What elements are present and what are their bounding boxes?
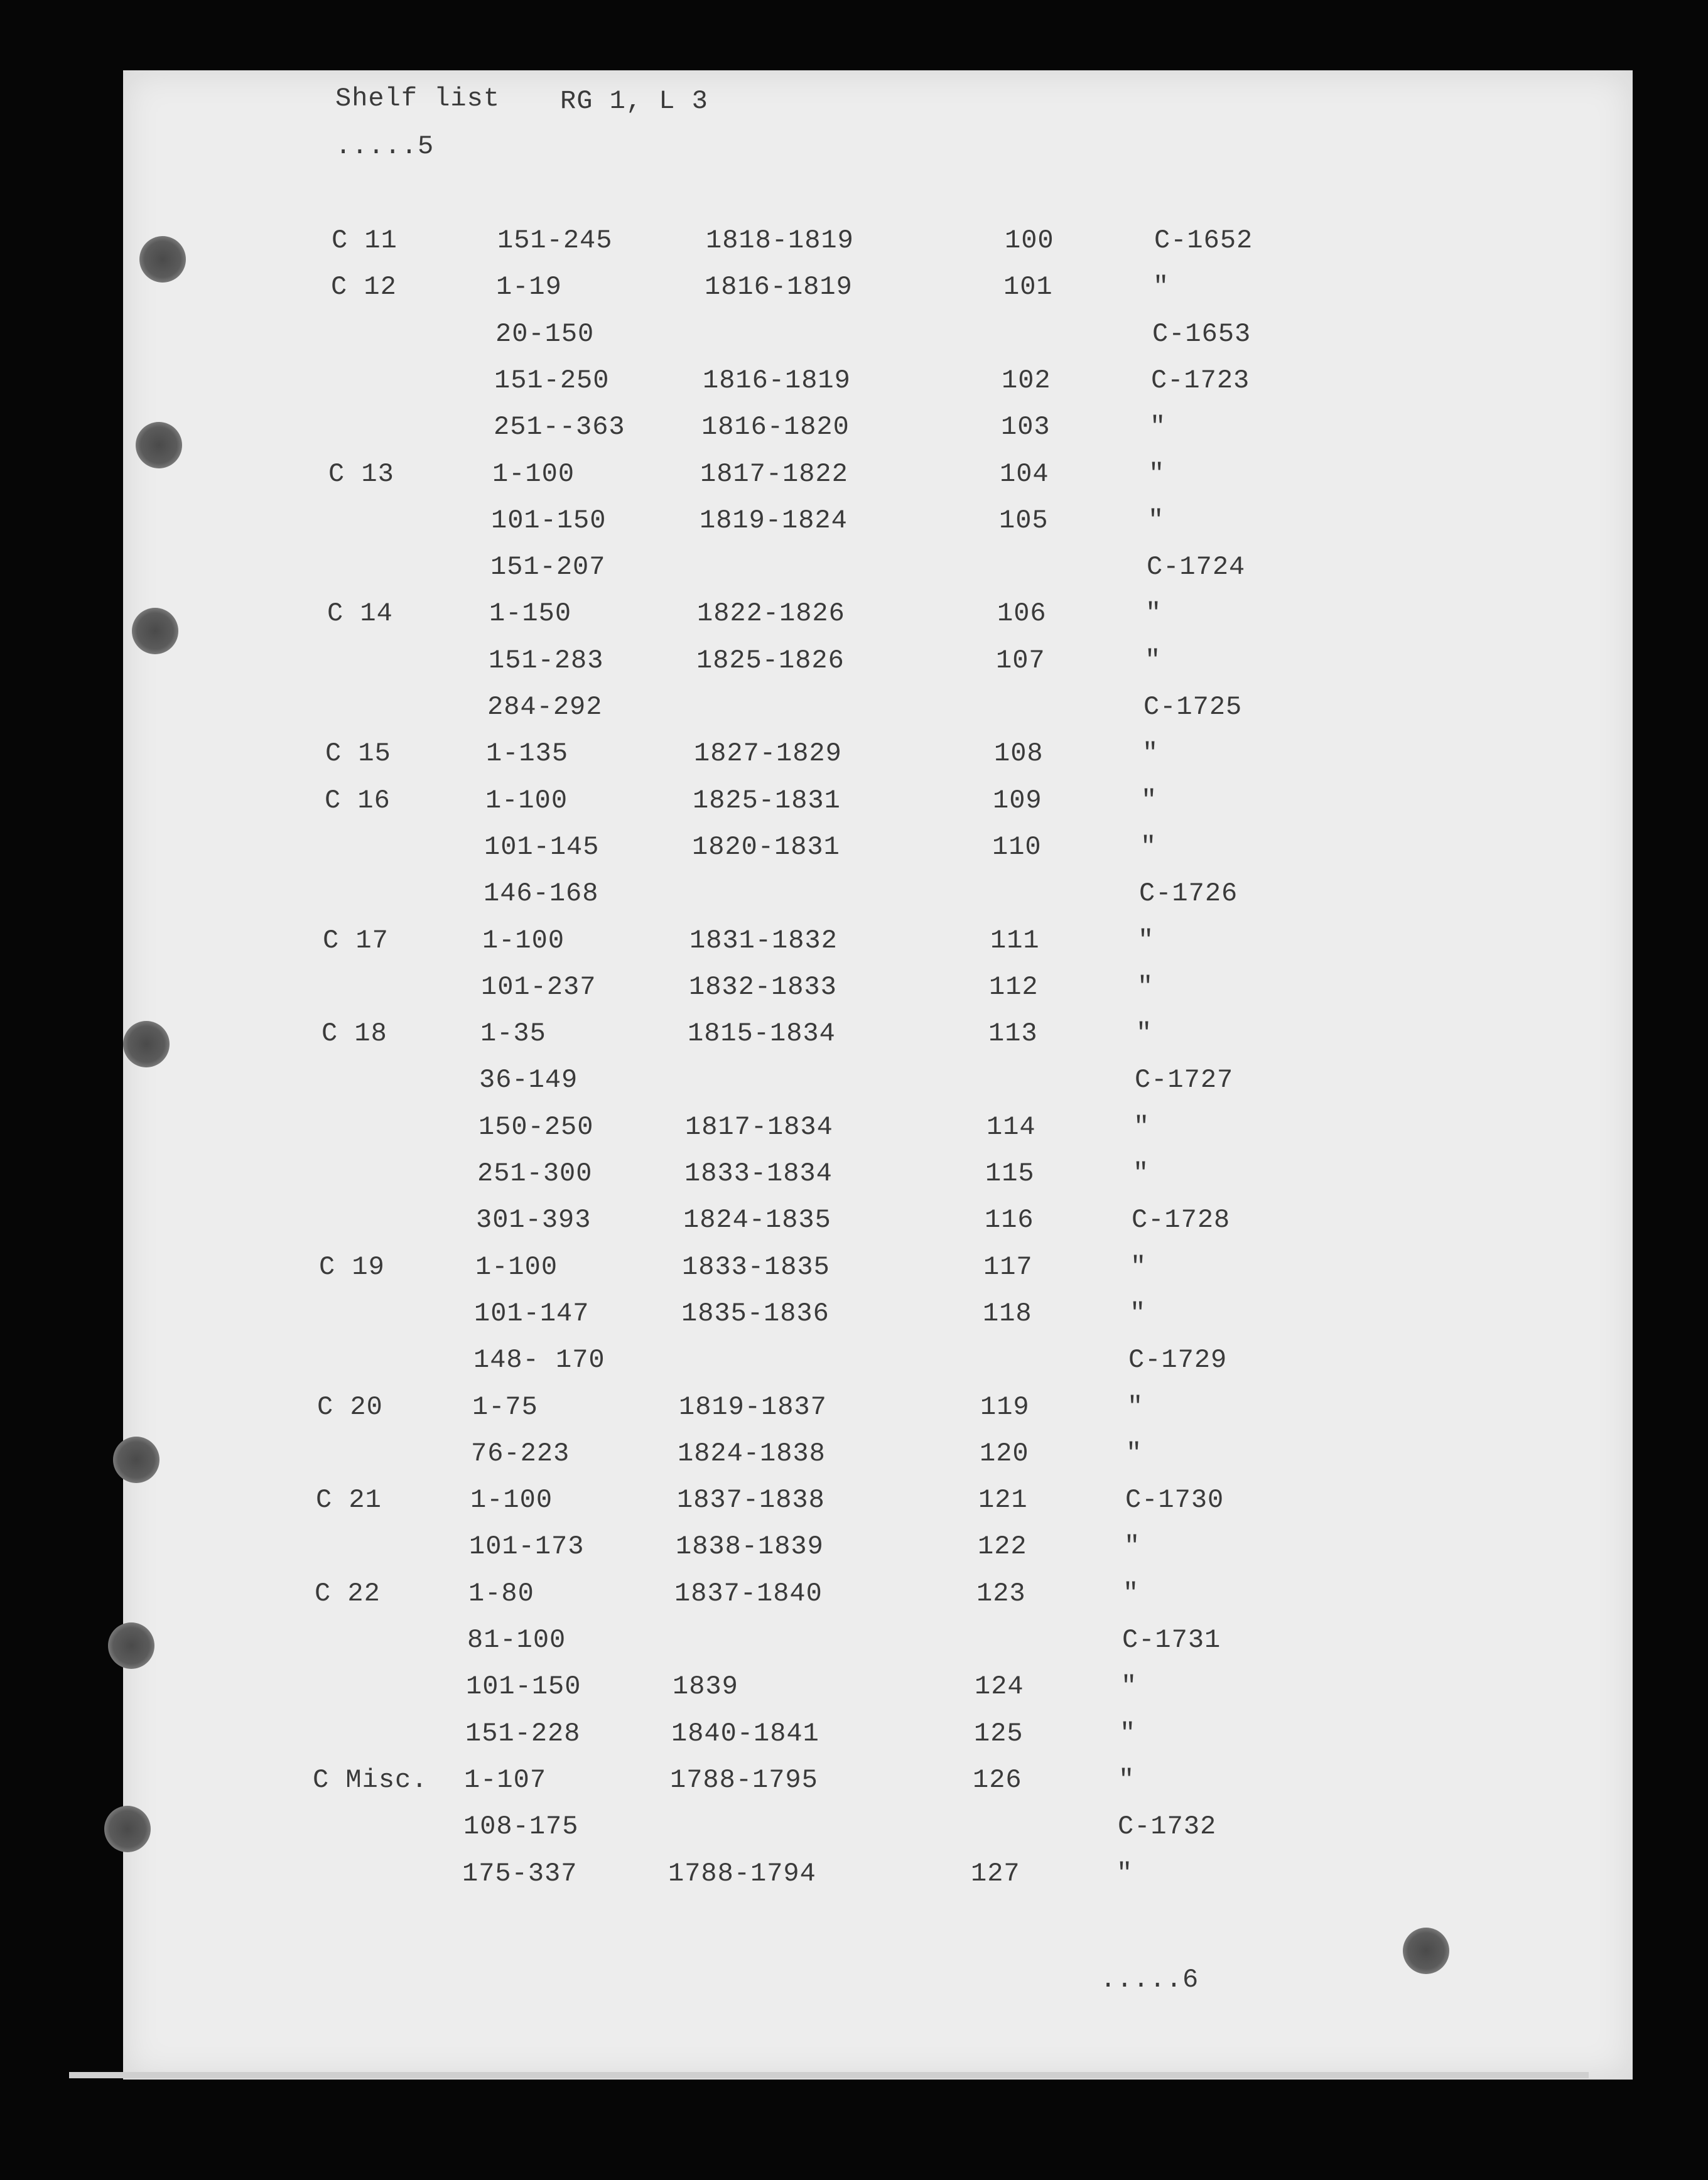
series-cell: C 22	[315, 1578, 381, 1609]
dates-cell: 1816-1820	[701, 412, 850, 442]
dates-cell: 1824-1838	[678, 1438, 826, 1469]
reel-cell: C-1725	[1143, 692, 1243, 722]
series-cell: C 15	[325, 738, 391, 769]
pages-cell: 76-223	[471, 1438, 570, 1469]
series-cell: C 16	[325, 785, 391, 816]
reel-cell: "	[1127, 1392, 1144, 1422]
pages-cell: 1-35	[480, 1018, 546, 1049]
reel-cell: "	[1148, 505, 1165, 536]
volume-cell: 127	[971, 1859, 1020, 1889]
dates-cell: 1825-1831	[693, 785, 841, 816]
reel-cell: "	[1138, 925, 1155, 956]
reel-cell: C-1728	[1132, 1205, 1231, 1235]
continued-to-marker: .....6	[1100, 1965, 1199, 1995]
pages-cell: 1-150	[489, 598, 572, 629]
record-group: RG 1, L 3	[560, 86, 708, 116]
dates-cell: 1819-1837	[679, 1392, 827, 1422]
volume-cell: 124	[975, 1671, 1024, 1702]
reel-cell: C-1653	[1152, 319, 1251, 349]
dates-cell: 1819-1824	[700, 505, 848, 536]
pages-cell: 36-149	[479, 1065, 578, 1095]
punch-hole	[104, 1806, 151, 1852]
reel-cell: "	[1123, 1578, 1140, 1609]
dates-cell: 1840-1841	[671, 1719, 819, 1749]
pages-cell: 175-337	[462, 1859, 578, 1889]
volume-cell: 101	[1003, 272, 1053, 302]
reel-cell: "	[1145, 598, 1162, 629]
volume-cell: 123	[976, 1578, 1026, 1609]
dates-cell: 1833-1835	[682, 1252, 830, 1282]
dates-cell: 1824-1835	[683, 1205, 831, 1235]
reel-cell: C-1731	[1122, 1625, 1221, 1655]
series-cell: C 18	[322, 1018, 387, 1049]
reel-cell: "	[1140, 832, 1157, 862]
reel-cell: "	[1141, 785, 1158, 816]
pages-cell: 101-237	[481, 972, 597, 1002]
reel-cell: "	[1150, 412, 1167, 442]
dates-cell: 1827-1829	[694, 738, 842, 769]
dates-cell: 1818-1819	[706, 225, 854, 256]
reel-cell: "	[1121, 1671, 1138, 1702]
reel-cell: "	[1130, 1252, 1147, 1282]
volume-cell: 126	[973, 1765, 1022, 1795]
dates-cell: 1822-1826	[697, 598, 845, 629]
pages-cell: 151-283	[489, 645, 604, 676]
volume-cell: 125	[974, 1719, 1024, 1749]
volume-cell: 118	[983, 1298, 1032, 1329]
dates-cell: 1831-1832	[689, 925, 838, 956]
dates-cell: 1816-1819	[705, 272, 853, 302]
pages-cell: 101-147	[474, 1298, 590, 1329]
series-cell: C 20	[317, 1392, 383, 1422]
pages-cell: 1-100	[470, 1485, 553, 1515]
series-cell: C 17	[323, 925, 389, 956]
pages-cell: 151-228	[465, 1719, 581, 1749]
volume-cell: 103	[1001, 412, 1051, 442]
volume-cell: 105	[999, 505, 1049, 536]
reel-cell: "	[1116, 1859, 1133, 1889]
series-cell: C 11	[332, 225, 397, 256]
pages-cell: 1-107	[464, 1765, 547, 1795]
pages-cell: 251-300	[477, 1158, 593, 1189]
series-cell: C Misc.	[313, 1765, 428, 1795]
pages-cell: 251--363	[494, 412, 625, 442]
series-cell: C 14	[327, 598, 393, 629]
volume-cell: 108	[994, 738, 1044, 769]
reel-cell: "	[1142, 738, 1159, 769]
pages-cell: 101-173	[469, 1531, 585, 1562]
sheet-bottom-edge	[69, 2072, 1589, 2078]
punch-hole	[139, 236, 186, 283]
reel-cell: "	[1120, 1719, 1137, 1749]
reel-cell: "	[1133, 1112, 1150, 1142]
reel-cell: C-1724	[1147, 552, 1246, 582]
pages-cell: 148- 170	[473, 1345, 605, 1375]
volume-cell: 119	[980, 1392, 1030, 1422]
pages-cell: 150-250	[478, 1112, 594, 1142]
reel-cell: C-1723	[1151, 365, 1250, 396]
volume-cell: 104	[1000, 459, 1049, 489]
dates-cell: 1838-1839	[676, 1531, 824, 1562]
dates-cell: 1817-1834	[685, 1112, 833, 1142]
volume-cell: 122	[978, 1531, 1027, 1562]
punch-hole	[136, 422, 182, 468]
volume-cell: 115	[985, 1158, 1035, 1189]
punch-hole	[108, 1622, 154, 1669]
reel-cell: "	[1118, 1765, 1135, 1795]
pages-cell: 20-150	[495, 319, 595, 349]
reel-cell: "	[1137, 972, 1154, 1002]
volume-cell: 106	[997, 598, 1047, 629]
reel-cell: "	[1126, 1438, 1143, 1469]
volume-cell: 100	[1005, 225, 1054, 256]
punch-hole	[132, 608, 178, 654]
dates-cell: 1839	[673, 1671, 738, 1702]
pages-cell: 1-75	[472, 1392, 538, 1422]
volume-cell: 114	[986, 1112, 1036, 1142]
volume-cell: 102	[1002, 365, 1051, 396]
dates-cell: 1837-1838	[677, 1485, 825, 1515]
reel-cell: "	[1133, 1158, 1150, 1189]
dates-cell: 1817-1822	[700, 459, 848, 489]
reel-cell: "	[1130, 1298, 1147, 1329]
series-cell: C 13	[328, 459, 394, 489]
pages-cell: 1-100	[485, 785, 568, 816]
volume-cell: 121	[978, 1485, 1028, 1515]
pages-cell: 146-168	[484, 878, 599, 909]
reel-cell: C-1729	[1128, 1345, 1228, 1375]
volume-cell: 113	[988, 1018, 1038, 1049]
dates-cell: 1832-1833	[689, 972, 837, 1002]
dates-cell: 1835-1836	[681, 1298, 830, 1329]
dates-cell: 1815-1834	[688, 1018, 836, 1049]
volume-cell: 110	[992, 832, 1042, 862]
pages-cell: 1-135	[486, 738, 569, 769]
reel-cell: C-1727	[1135, 1065, 1234, 1095]
pages-cell: 101-145	[484, 832, 600, 862]
pages-cell: 101-150	[491, 505, 607, 536]
pages-cell: 151-250	[494, 365, 610, 396]
pages-cell: 284-292	[487, 692, 603, 722]
punch-hole	[113, 1437, 159, 1483]
volume-cell: 109	[993, 785, 1042, 816]
dates-cell: 1825-1826	[696, 645, 845, 676]
volume-cell: 120	[980, 1438, 1029, 1469]
series-cell: C 21	[316, 1485, 382, 1515]
reel-cell: "	[1124, 1531, 1141, 1562]
reel-cell: C-1652	[1154, 225, 1253, 256]
pages-cell: 81-100	[467, 1625, 566, 1655]
reel-cell: C-1726	[1139, 878, 1238, 909]
document-title: Shelf list	[335, 84, 500, 114]
dates-cell: 1833-1834	[684, 1158, 833, 1189]
dates-cell: 1816-1819	[703, 365, 851, 396]
dates-cell: 1820-1831	[692, 832, 840, 862]
reel-cell: "	[1149, 459, 1165, 489]
pages-cell: 1-100	[475, 1252, 558, 1282]
reel-cell: "	[1145, 645, 1162, 676]
volume-cell: 112	[989, 972, 1039, 1002]
pages-cell: 1-100	[482, 925, 565, 956]
series-cell: C 19	[319, 1252, 385, 1282]
pages-cell: 151-207	[490, 552, 606, 582]
pages-cell: 301-393	[476, 1205, 592, 1235]
volume-cell: 111	[990, 925, 1040, 956]
pages-cell: 101-150	[466, 1671, 581, 1702]
pages-cell: 108-175	[463, 1811, 579, 1842]
continued-from-marker: .....5	[335, 131, 435, 161]
pages-cell: 1-19	[496, 272, 562, 302]
dates-cell: 1788-1795	[670, 1765, 818, 1795]
punch-hole	[1403, 1928, 1449, 1974]
reel-cell: C-1732	[1118, 1811, 1217, 1842]
volume-cell: 116	[985, 1205, 1034, 1235]
dates-cell: 1788-1794	[668, 1859, 816, 1889]
dates-cell: 1837-1840	[674, 1578, 823, 1609]
reel-cell: "	[1136, 1018, 1153, 1049]
pages-cell: 1-100	[492, 459, 575, 489]
series-cell: C 12	[331, 272, 397, 302]
pages-cell: 151-245	[497, 225, 613, 256]
punch-hole	[123, 1021, 170, 1067]
pages-cell: 1-80	[468, 1578, 534, 1609]
reel-cell: C-1730	[1125, 1485, 1224, 1515]
reel-cell: "	[1153, 272, 1170, 302]
volume-cell: 117	[983, 1252, 1033, 1282]
volume-cell: 107	[996, 645, 1046, 676]
